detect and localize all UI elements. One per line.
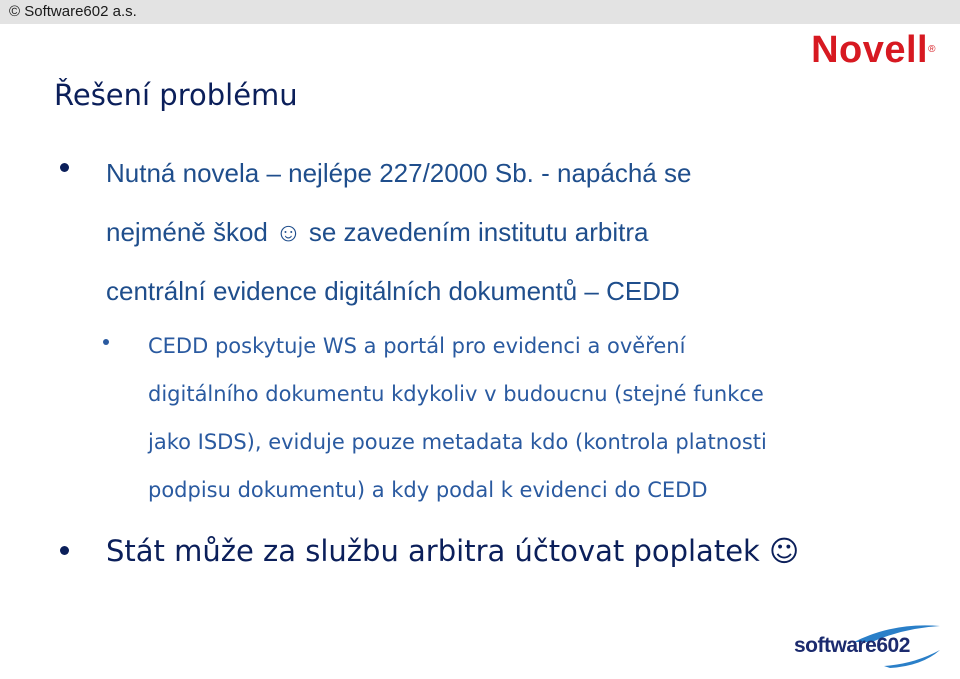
novell-logo [811, 30, 936, 70]
sub-bullet-line-2: digitálního dokumentu kdykoliv v budoucnu (stejné funkce [148, 382, 764, 406]
bullet-1-line-1: Nutná novela – nejlépe 227/2000 Sb. - napáchá se [106, 158, 692, 188]
bullet-dot [60, 546, 69, 555]
software602-logo [794, 620, 944, 670]
sub-bullet-line-4: podpisu dokumentu) a kdy podal k evidenci do CEDD [148, 478, 708, 502]
software602-logo-text: software602 [794, 634, 910, 657]
sub-bullet-line-1: CEDD poskytuje WS a portál pro evidenci a ověření [148, 334, 686, 358]
sub-bullet-dot [103, 339, 109, 345]
copyright-text: © Software602 a.s. [9, 3, 137, 20]
header-bar [0, 0, 960, 24]
sub-bullet-line-3: jako ISDS), eviduje pouze metadata kdo (kontrola platnosti [148, 430, 767, 454]
sub-bullet-1 [148, 322, 928, 514]
bullet-1 [106, 144, 906, 321]
bullet-2 [106, 529, 926, 573]
novell-logo-text: Novell [811, 29, 929, 71]
bullet-2-line-1: Stát může za službu arbitra účtovat poplatek ☺ [106, 534, 800, 568]
bullet-1-line-3: centrální evidence digitálních dokumentů – CEDD [106, 276, 680, 306]
bullet-dot [60, 163, 69, 172]
slide-title: Řešení problému [54, 78, 298, 112]
bullet-1-line-2: nejméně škod ☺ se zavedením institutu arbitra [106, 217, 649, 247]
registered-mark: ® [928, 44, 936, 55]
